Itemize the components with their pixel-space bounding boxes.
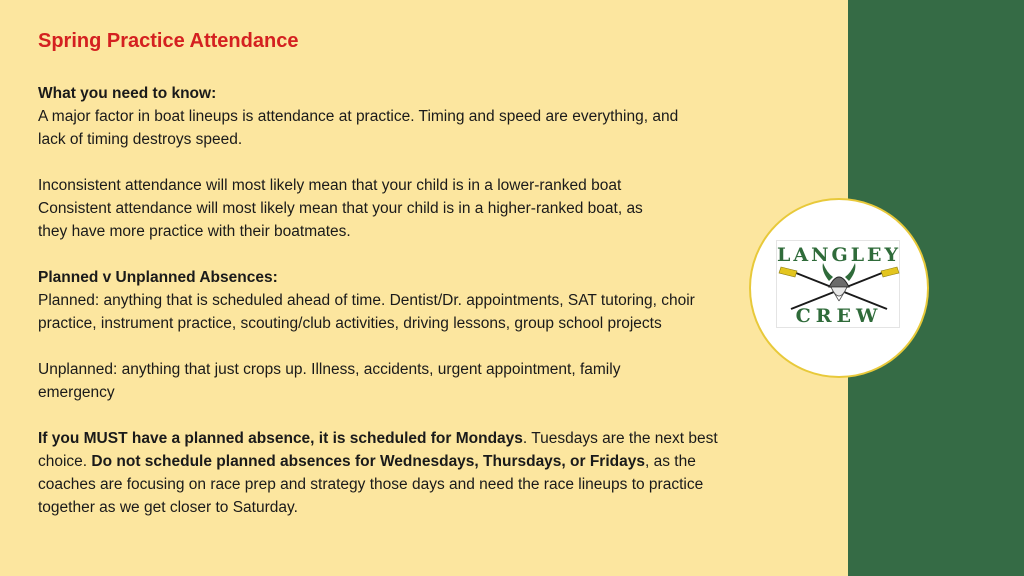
absences-heading: Planned v Unplanned Absences: bbox=[38, 269, 278, 286]
unplanned-line: Unplanned: anything that just crops up. Illness, accidents, urgent appointment, family bbox=[38, 361, 621, 378]
logo-bottom-word: CREW bbox=[795, 305, 883, 327]
consistency-line: Inconsistent attendance will most likely mean that your child is in a lower-ranked boat bbox=[38, 177, 622, 194]
consistency-section bbox=[38, 174, 808, 243]
planned-line: Planned: anything that is scheduled ahead of time. Dentist/Dr. appointments, SAT tutoring, choir bbox=[38, 292, 695, 309]
absences-section bbox=[38, 266, 808, 335]
langley-crew-logo bbox=[776, 240, 900, 328]
slide-body bbox=[38, 82, 808, 519]
unplanned-line: emergency bbox=[38, 384, 115, 401]
guidance-line bbox=[38, 427, 808, 450]
guidance-text: , as the bbox=[644, 453, 696, 470]
planned-line: practice, instrument practice, scouting/club activities, driving lessons, group school projects bbox=[38, 315, 662, 332]
what-to-know-line: A major factor in boat lineups is attendance at practice. Timing and speed are everything, and bbox=[38, 108, 679, 125]
consistency-line: they have more practice with their boatmates. bbox=[38, 223, 351, 240]
unplanned-section bbox=[38, 358, 808, 404]
mondays-rule: If you MUST have a planned absence, it is scheduled for Mondays bbox=[38, 430, 523, 447]
guidance-text: choice. bbox=[38, 453, 92, 470]
guidance-line bbox=[38, 450, 808, 473]
consistency-line: Consistent attendance will most likely mean that your child is in a higher-ranked boat, as bbox=[38, 200, 643, 217]
logo-top-word: LANGLEY bbox=[777, 244, 902, 266]
guidance-line: together as we get closer to Saturday. bbox=[38, 499, 298, 516]
what-to-know-section bbox=[38, 82, 808, 151]
guidance-line: coaches are focusing on race prep and strategy those days and need the race lineups to practice bbox=[38, 476, 704, 493]
guidance-text: . Tuesdays are the next best bbox=[522, 430, 718, 447]
what-to-know-heading: What you need to know: bbox=[38, 85, 217, 102]
what-to-know-line: lack of timing destroys speed. bbox=[38, 131, 243, 148]
planned-absence-guidance bbox=[38, 427, 808, 519]
no-midweek-rule: Do not schedule planned absences for Wednesdays, Thursdays, or Fridays bbox=[91, 453, 645, 470]
slide-title: Spring Practice Attendance bbox=[38, 30, 299, 52]
